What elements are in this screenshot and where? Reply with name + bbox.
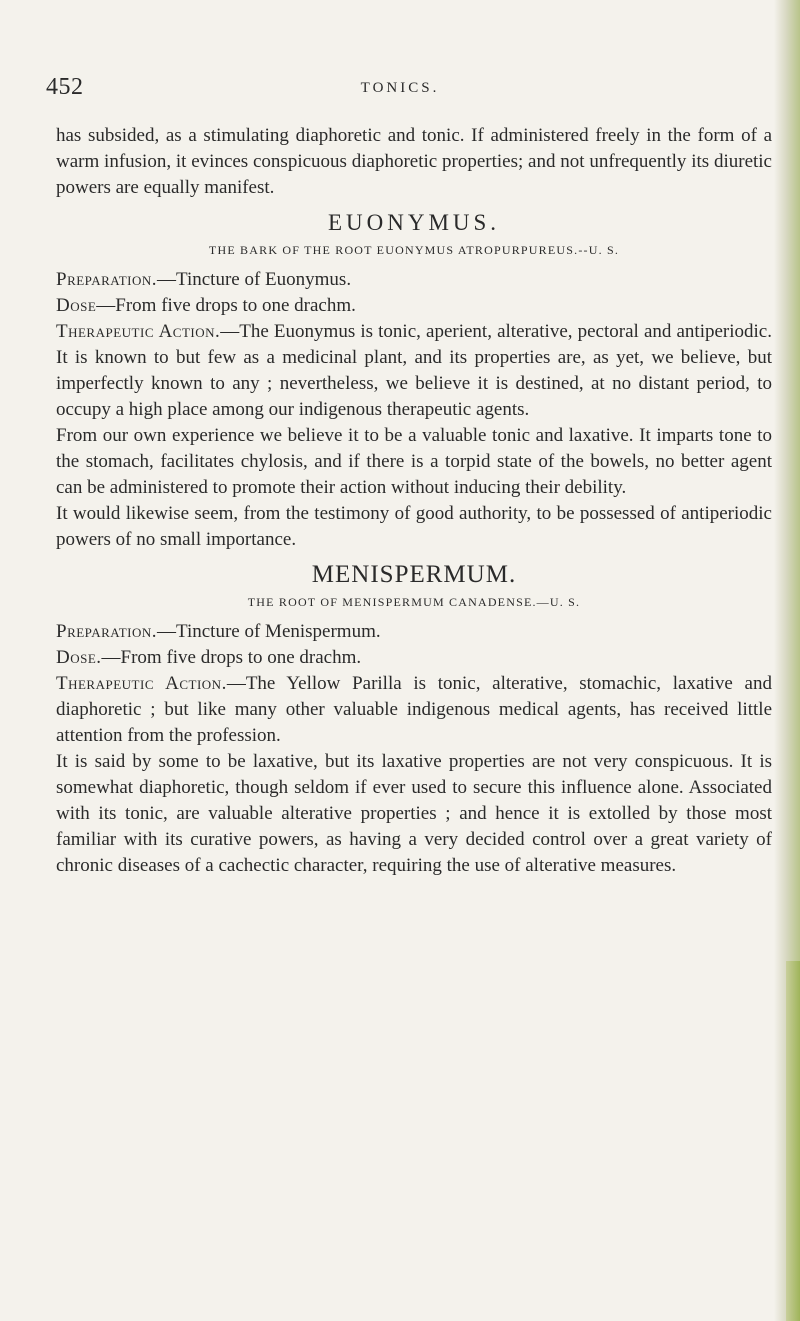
menispermum-heading: MENISPERMUM. <box>311 561 517 588</box>
menispermum-therapeutic-action <box>56 671 772 749</box>
menispermum-paragraph-2: It is said by some to be laxative, but its laxative properties are not very conspicuous. It is somewhat diaphoretic, though seldom if ever used to secure this influence alone. Associated with its tonic, are valuable alterative properties ; and hence it is extolled by those most familiar with its curative powers, as having a very decided control over a great variety of chronic diseases of a cachectic character, requiring the use of alterative measures. <box>56 751 772 876</box>
euonymus-paragraph-2: From our own experience we believe it to be a valuable tonic and laxative. It imparts tone to the stomach, facilitates chylosis, and if there is a torpid state of the bowels, no better agent can be administered to promote their action without inducing their debility. <box>56 425 772 498</box>
therapeutic-text: —The Yellow Parilla is tonic, alterative, stomachic, laxative and diaphoretic ; but like many other valuable indigenous medical agents, has received little attention from the profession. <box>56 673 772 746</box>
euonymus-therapeutic-action <box>56 319 772 423</box>
dose-text: —From five drops to one drachm. <box>101 647 362 668</box>
therapeutic-label: Therapeutic Action. <box>56 673 227 694</box>
euonymus-preparation <box>56 267 772 293</box>
preparation-text: —Tincture of Euonymus. <box>157 269 352 290</box>
therapeutic-label: Therapeutic Action. <box>56 321 221 342</box>
therapeutic-text: —The Euonymus is tonic, aperient, alterative, pectoral and antiperiodic. It is known to but few as a medicinal plant, and its properties are, as yet, we believe, but imperfectly known to any ; nevertheless, we believe it is destined, at no distant period, to occupy a high place among our indigenous therapeutic agents. <box>56 321 772 420</box>
preparation-label: Preparation. <box>56 269 158 290</box>
dose-text: —From five drops to one drachm. <box>96 295 356 316</box>
menispermum-preparation <box>56 619 772 645</box>
page-body <box>56 123 772 879</box>
euonymus-dose <box>56 293 772 319</box>
dose-label: Dose. <box>56 647 102 668</box>
page-number: 452 <box>46 74 84 100</box>
intro-paragraph: has subsided, as a stimulating diaphoretic and tonic. If administered freely in the form of a warm infusion, it evinces conspicuous diaphoretic properties; and not unfrequently its diuretic powers are equally manifest. <box>56 125 772 198</box>
page-edge-stain <box>786 961 800 1321</box>
menispermum-subtitle: THE ROOT OF MENISPERMUM CANADENSE.—U. S. <box>247 595 581 609</box>
euonymus-heading: EUONYMUS. <box>327 210 501 235</box>
euonymus-paragraph-3: It would likewise seem, from the testimony of good authority, to be possessed of antiperiodic powers of no small importance. <box>56 503 772 550</box>
preparation-text: —Tincture of Menispermum. <box>157 621 381 642</box>
page-header <box>0 74 800 104</box>
preparation-label: Preparation. <box>56 621 158 642</box>
euonymus-subtitle: THE BARK OF THE ROOT EUONYMUS ATROPURPUREUS.--U. S. <box>208 243 620 257</box>
dose-label: Dose <box>56 295 97 316</box>
menispermum-dose <box>56 645 772 671</box>
running-head: TONICS. <box>360 80 440 96</box>
